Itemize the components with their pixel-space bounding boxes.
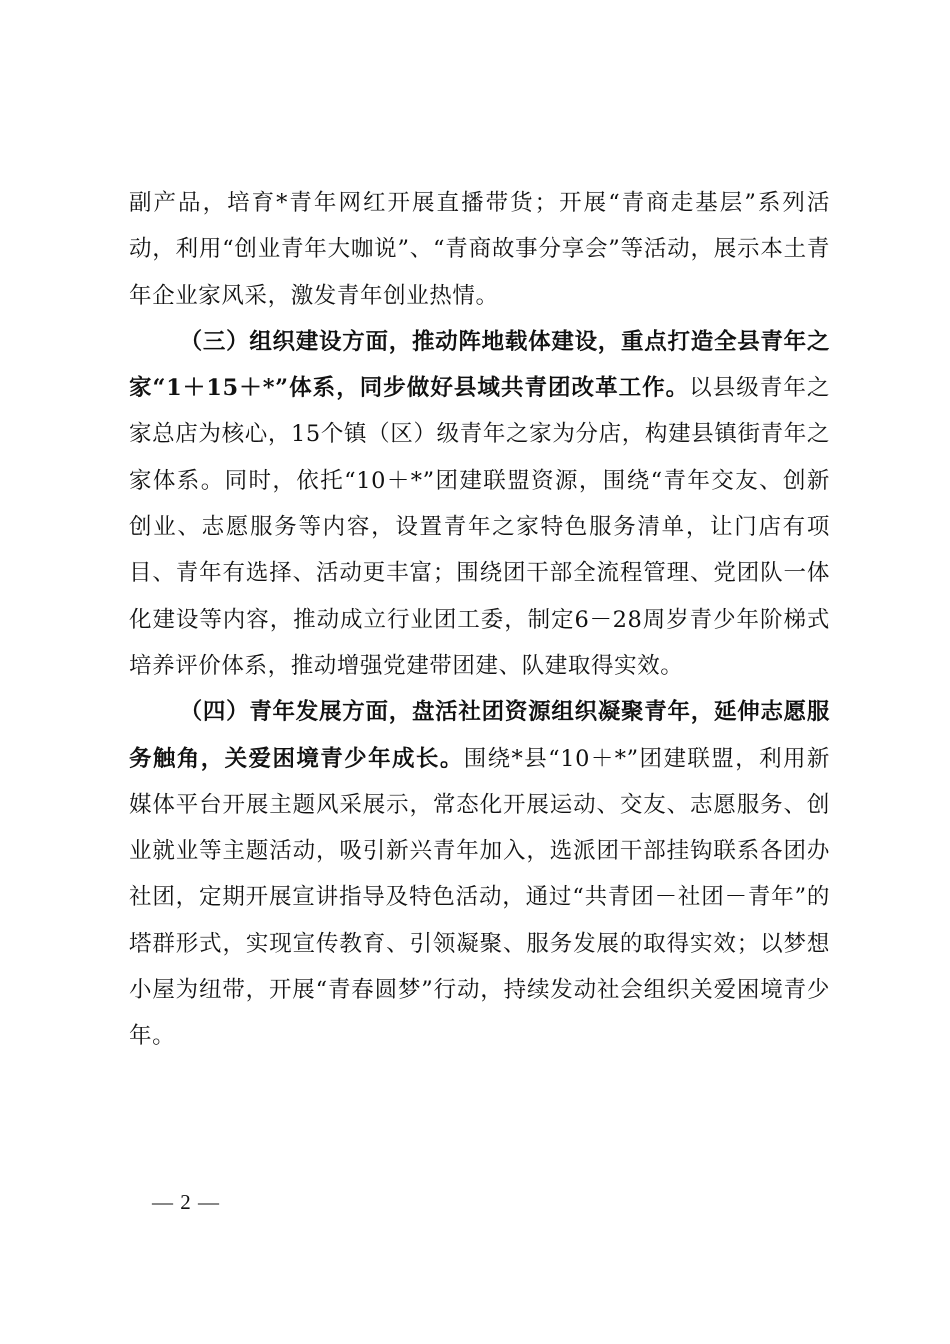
paragraph-2 — [129, 319, 830, 689]
paragraph-3-heading: （四）青年发展方面，盘活社团资源组织凝聚青年，延伸志愿服务触角，关爱困境青少年成长。 — [129, 699, 830, 772]
page-number: — 2 — — [152, 1190, 220, 1214]
paragraph-2-heading: （三）组织建设方面，推动阵地载体建设，重点打造全县青年之家“1＋15＋*”体系，同步做好县域共青团改革工作。 — [129, 328, 830, 402]
paragraph-3 — [129, 689, 830, 1059]
paragraph-1-text: 副产品，培育*青年网红开展直播带货；开展“青商走基层”系列活动，利用“创业青年大咖说”、“青商故事分享会”等活动，展示本土青年企业家风采，激发青年创业热情。 — [129, 190, 830, 309]
paragraph-1 — [129, 180, 830, 319]
paragraph-3-text: 围绕*县“10＋*”团建联盟，利用新媒体平台开展主题风采展示，常态化开展运动、交友、志愿服务、创业就业等主题活动，吸引新兴青年加入，选派团干部挂钩联系各团办社团，定期开展宣讲指导及特色活动，通过“共青团－社团－青年”的塔群形式，实现宣传教育、引领凝聚、服务发展的取得实效；以梦想小屋为纽带，开展“青春圆梦”行动，持续发动社会组织关爱困境青少年。 — [129, 745, 830, 1050]
document-body — [129, 180, 830, 1060]
paragraph-2-text: 以县级青年之家总店为核心，15个镇（区）级青年之家为分店，构建县镇街青年之家体系。同时，依托“10＋*”团建联盟资源，围绕“青年交友、创新创业、志愿服务等内容，设置青年之家特色服务清单，让门店有项目、青年有选择、活动更丰富；围绕团干部全流程管理、党团队一体化建设等内容，推动成立行业团工委，制定6－28周岁青少年阶梯式培养评价体系，推动增强党建带团建、队建取得实效。 — [129, 375, 830, 679]
